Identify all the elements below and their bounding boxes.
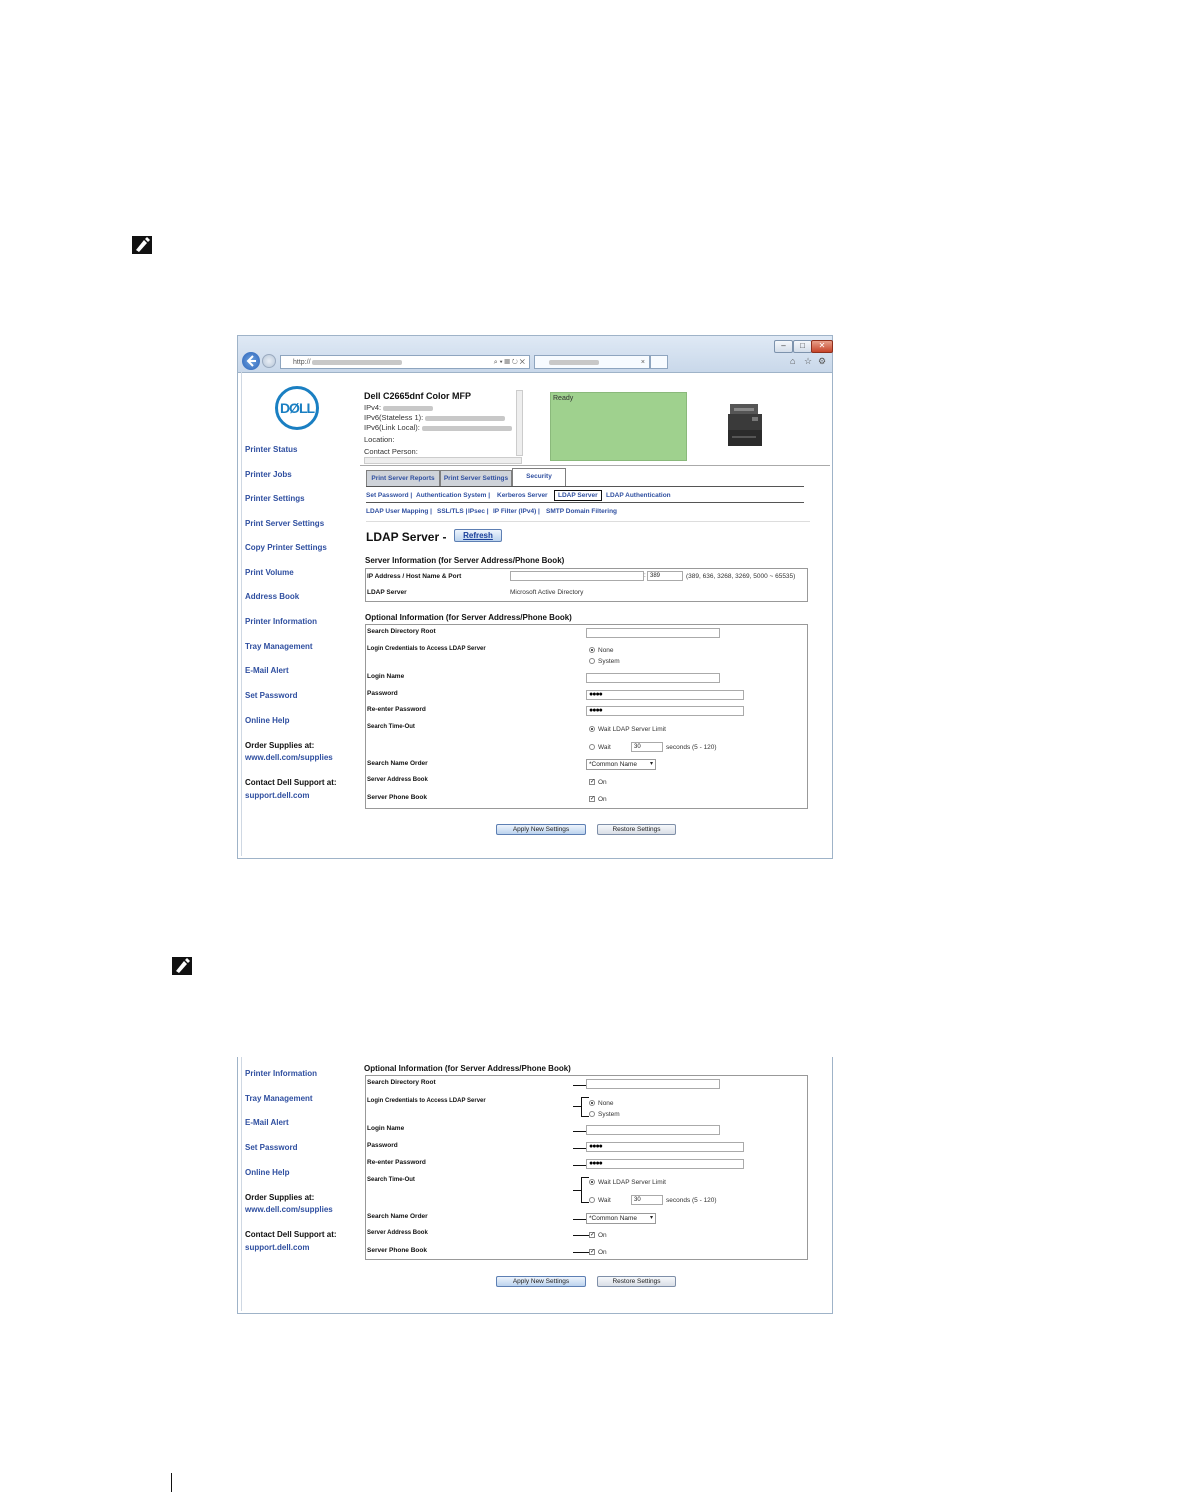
subnav-ssl-tls[interactable]: SSL/TLS | — [437, 508, 468, 515]
subnav-ipsec[interactable]: IPsec | — [468, 508, 489, 515]
device-name: Dell C2665dnf Color MFP — [364, 391, 472, 401]
sidebar-item-address-book[interactable]: Address Book — [245, 592, 300, 601]
url-blurred — [312, 360, 402, 365]
login-name-label: Login Name — [367, 673, 405, 680]
radio-none[interactable] — [589, 1100, 595, 1106]
page-title: LDAP Server - — [366, 530, 447, 544]
login-name-label: Login Name — [367, 1125, 405, 1132]
login-name-input[interactable] — [586, 1125, 720, 1135]
server-address-book-checkbox[interactable]: ✓ — [590, 1232, 596, 1238]
page-left-border — [241, 372, 242, 856]
ip-address-input[interactable] — [510, 571, 644, 581]
sidebar-item-set-password[interactable]: Set Password — [245, 691, 298, 700]
radio-wait-limit-label: Wait LDAP Server Limit — [598, 1179, 666, 1186]
search-name-order-select[interactable]: *Common Name ▾ — [586, 759, 656, 770]
maximize-button[interactable]: □ — [793, 340, 812, 353]
server-phone-book-on: On — [598, 796, 607, 803]
sidebar-item-tray-management[interactable]: Tray Management — [245, 642, 313, 651]
subnav-divider-2 — [366, 521, 810, 522]
sidebar-item-printer-jobs[interactable]: Printer Jobs — [245, 470, 292, 479]
subnav-ldap-server[interactable]: LDAP Server — [554, 490, 602, 501]
search-timeout-label: Search Time-Out — [367, 1177, 415, 1183]
url-prefix: http:// — [293, 359, 311, 366]
radio-none-label: None — [598, 1100, 614, 1107]
radio-wait-label: Wait — [598, 744, 611, 751]
sidebar-item-print-volume[interactable]: Print Volume — [245, 568, 294, 577]
search-root-input[interactable] — [586, 628, 720, 638]
search-name-order-select[interactable]: *Common Name ▾ — [586, 1213, 656, 1224]
new-tab[interactable] — [650, 355, 668, 369]
subnav-smtp-domain-filtering[interactable]: SMTP Domain Filtering — [546, 508, 618, 515]
reenter-password-input[interactable]: ●●●● — [586, 1159, 744, 1169]
search-name-order-label: Search Name Order — [367, 760, 428, 767]
star-icon[interactable]: ☆ — [804, 356, 813, 366]
sidebar-item-email-alert[interactable]: E-Mail Alert — [245, 1118, 289, 1127]
password-input[interactable]: ●●●● — [586, 1142, 744, 1152]
ipv6-stateless-label: IPv6(Stateless 1): — [364, 413, 505, 422]
subnav-authentication-system[interactable]: Authentication System | — [416, 492, 491, 499]
subnav-divider — [366, 502, 804, 503]
sidebar-item-copy-printer-settings[interactable]: Copy Printer Settings — [245, 543, 327, 552]
server-phone-book-on: On — [598, 1249, 607, 1256]
server-address-book-on: On — [598, 1232, 607, 1239]
callout-line — [573, 1106, 581, 1107]
ldap-server-label: LDAP Server — [367, 589, 407, 596]
reenter-password-label: Re-enter Password — [367, 706, 426, 713]
contact-support-label: Contact Dell Support at: — [245, 1230, 337, 1239]
search-root-label: Search Directory Root — [367, 1079, 436, 1086]
wait-seconds-input[interactable]: 30 — [631, 1195, 663, 1205]
radio-wait-limit[interactable] — [589, 726, 595, 732]
optional-info-title: Optional Information (for Server Address/Phone Book) — [364, 1064, 571, 1073]
apply-new-settings-button[interactable]: Apply New Settings — [496, 824, 586, 835]
sidebar-item-online-help[interactable]: Online Help — [245, 716, 290, 725]
order-supplies-link[interactable]: www.dell.com/supplies — [245, 1205, 333, 1214]
port-colon: : — [644, 572, 646, 579]
note-pencil-icon — [171, 956, 193, 976]
wait-seconds-unit: seconds (5 - 120) — [666, 1197, 717, 1204]
callout-line — [573, 1190, 581, 1191]
cropped-screenshot — [237, 1057, 833, 1314]
callout-bracket — [581, 1177, 589, 1203]
radio-none[interactable] — [589, 647, 595, 653]
device-info-panel — [364, 403, 524, 463]
radio-system[interactable] — [589, 1111, 595, 1117]
address-icons: ⌕ ▾ ▤ ↻ ✕ — [493, 359, 525, 366]
login-name-input[interactable] — [586, 673, 720, 683]
server-address-book-label: Server Address Book — [367, 1230, 428, 1236]
contact-support-link[interactable]: support.dell.com — [245, 1243, 310, 1252]
radio-none-label: None — [598, 647, 614, 654]
sidebar-item-printer-information[interactable]: Printer Information — [245, 1069, 318, 1078]
sidebar-item-set-password[interactable]: Set Password — [245, 1143, 298, 1152]
ipv6-link-local-label: IPv6(Link Local): — [364, 423, 512, 432]
order-supplies-label: Order Supplies at: — [245, 741, 315, 750]
sidebar-item-email-alert[interactable]: E-Mail Alert — [245, 666, 289, 675]
subnav-set-password[interactable]: Set Password | — [366, 492, 413, 499]
reenter-password-input[interactable]: ●●●● — [586, 706, 744, 716]
info-vertical-scrollbar[interactable] — [516, 390, 523, 456]
radio-wait-label: Wait — [598, 1197, 611, 1204]
browser-window — [237, 335, 833, 859]
forward-arrow-icon[interactable] — [262, 354, 276, 368]
search-name-order-label: Search Name Order — [367, 1213, 428, 1220]
contact-person-label: Contact Person: — [364, 447, 418, 456]
radio-system-label: System — [598, 658, 620, 665]
ip-address-label: IP Address / Host Name & Port — [367, 573, 462, 580]
radio-wait[interactable] — [589, 744, 595, 750]
sidebar-item-printer-status[interactable]: Printer Status — [245, 445, 298, 454]
chevron-down-icon: ▾ — [649, 1215, 653, 1221]
tab-print-server-reports[interactable]: Print Server Reports — [366, 470, 440, 486]
info-horizontal-scrollbar[interactable] — [364, 457, 522, 464]
chevron-down-icon: ▾ — [649, 761, 653, 767]
sidebar-item-print-server-settings[interactable]: Print Server Settings — [245, 519, 325, 528]
optional-info-title: Optional Information (for Server Address/Phone Book) — [365, 613, 572, 622]
sidebar-item-printer-settings[interactable]: Printer Settings — [245, 494, 305, 503]
login-credentials-label: Login Credentials to Access LDAP Server — [367, 1098, 486, 1104]
sidebar-item-online-help[interactable]: Online Help — [245, 1168, 290, 1177]
note-pencil-icon — [131, 235, 153, 255]
callout-line — [573, 1252, 589, 1253]
reenter-password-label: Re-enter Password — [367, 1159, 426, 1166]
password-label: Password — [367, 690, 398, 697]
restore-settings-button[interactable]: Restore Settings — [597, 824, 676, 835]
home-icon[interactable]: ⌂ — [790, 356, 796, 366]
back-arrow-icon[interactable] — [242, 352, 260, 370]
close-button[interactable]: ✕ — [811, 340, 833, 353]
header-divider — [360, 465, 830, 466]
subnav-ip-filter[interactable]: IP Filter (IPv4) | — [493, 508, 540, 515]
search-root-input[interactable] — [586, 1079, 720, 1089]
refresh-button[interactable]: Refresh — [454, 529, 502, 542]
subnav-ldap-user-mapping[interactable]: LDAP User Mapping | — [366, 508, 432, 515]
server-address-book-on: On — [598, 779, 607, 786]
radio-system[interactable] — [589, 658, 595, 664]
status-panel — [550, 392, 687, 461]
order-supplies-link[interactable]: www.dell.com/supplies — [245, 753, 333, 762]
browser-titlebar — [238, 336, 832, 373]
port-input[interactable]: 389 — [647, 571, 683, 581]
address-bar[interactable] — [280, 355, 530, 369]
server-phone-book-checkbox[interactable]: ✓ — [590, 1249, 596, 1255]
radio-wait-limit-label: Wait LDAP Server Limit — [598, 726, 666, 733]
server-phone-book-label: Server Phone Book — [367, 794, 427, 801]
ldap-server-value: Microsoft Active Directory — [510, 589, 584, 596]
location-label: Location: — [364, 435, 395, 444]
server-address-book-checkbox[interactable]: ✓ — [590, 779, 596, 785]
tab-print-server-settings[interactable]: Print Server Settings — [440, 470, 512, 486]
order-supplies-label: Order Supplies at: — [245, 1193, 315, 1202]
subnav-kerberos-server[interactable]: Kerberos Server — [497, 492, 548, 499]
server-address-book-label: Server Address Book — [367, 777, 428, 783]
sidebar-item-printer-information[interactable]: Printer Information — [245, 617, 318, 626]
radio-system-label: System — [598, 1111, 620, 1118]
printer-image — [724, 402, 766, 448]
wait-seconds-input[interactable]: 30 — [631, 742, 663, 752]
server-info-title: Server Information (for Server Address/Phone Book) — [365, 556, 565, 565]
tab-underline — [366, 486, 804, 487]
search-root-label: Search Directory Root — [367, 628, 436, 635]
callout-bracket — [581, 1097, 589, 1117]
minimize-button[interactable]: – — [774, 340, 793, 353]
status-text: Ready — [553, 395, 574, 402]
server-phone-book-label: Server Phone Book — [367, 1247, 427, 1254]
browser-tab[interactable] — [534, 355, 650, 369]
radio-wait[interactable] — [589, 1197, 595, 1203]
footer-rule — [171, 1473, 172, 1492]
search-timeout-label: Search Time-Out — [367, 724, 415, 730]
tab-close-icon[interactable]: × — [640, 359, 645, 366]
wait-seconds-unit: seconds (5 - 120) — [666, 744, 717, 751]
ipv4-label: IPv4: — [364, 403, 433, 412]
callout-line — [573, 1235, 589, 1236]
dell-logo: DØLL — [275, 386, 319, 430]
apply-new-settings-button[interactable]: Apply New Settings — [496, 1276, 586, 1287]
password-input[interactable]: ●●●● — [586, 690, 744, 700]
contact-support-link[interactable]: support.dell.com — [245, 791, 310, 800]
sidebar-item-tray-management[interactable]: Tray Management — [245, 1094, 313, 1103]
gear-icon[interactable]: ⚙ — [818, 356, 827, 366]
radio-wait-limit[interactable] — [589, 1179, 595, 1185]
login-credentials-label: Login Credentials to Access LDAP Server — [367, 646, 486, 652]
restore-settings-button[interactable]: Restore Settings — [597, 1276, 676, 1287]
contact-support-label: Contact Dell Support at: — [245, 778, 337, 787]
page-left-border — [241, 1057, 242, 1311]
port-range-hint: (389, 636, 3268, 3269, 5000 ~ 65535) — [686, 573, 796, 580]
password-label: Password — [367, 1142, 398, 1149]
tab-title-blurred — [549, 360, 599, 365]
server-phone-book-checkbox[interactable]: ✓ — [590, 796, 596, 802]
subnav-ldap-authentication[interactable]: LDAP Authentication — [606, 492, 671, 499]
tab-security[interactable]: Security — [512, 468, 566, 486]
